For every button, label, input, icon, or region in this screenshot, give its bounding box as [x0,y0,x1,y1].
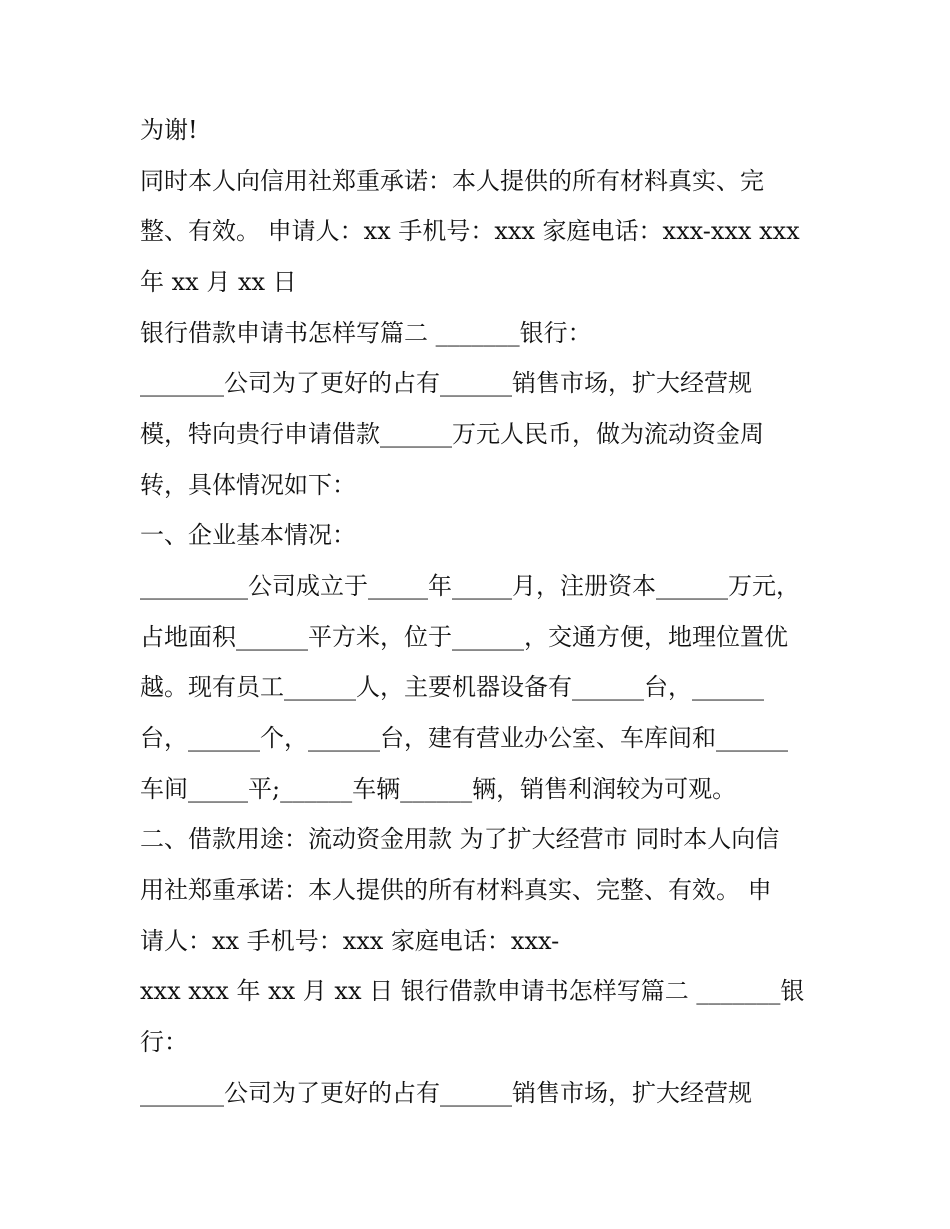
text-line-7: 模，特向贵行申请借款______万元人民币，做为流动资金周 [140,420,764,448]
text-line-11: 占地面积______平方米，位于______，交通方便，地理位置优 [140,623,788,651]
text-line-17: 请人：xx 手机号：xxx 家庭电话：xxx- [140,927,560,955]
section-heading-2: 二、借款用途：流动资金用款 为了扩大经营市 同时本人向信 [140,825,780,853]
text-line-19: 行： [140,1028,188,1056]
text-line-6: _______公司为了更好的占有______销售市场，扩大经营规 [140,369,752,397]
text-line-2: 同时本人向信用社郑重承诺：本人提供的所有材料真实、完 [140,167,764,195]
text-line-5: 银行借款申请书怎样写篇二 _______银行： [140,319,592,347]
text-line-3: 整、有效。 申请人：xx 手机号：xxx 家庭电话：xxx-xxx xxx [140,217,800,245]
text-line-14: 车间_____平;______车辆______辆，销售利润较为可观。 [140,775,737,803]
text-line-13: 台，______个，______台，建有营业办公室、车库间和______ [140,724,788,752]
text-line-16: 用社郑重承诺：本人提供的所有材料真实、完整、有效。 申 [140,876,772,904]
text-line-1: 为谢! [140,116,198,144]
section-heading-1: 一、企业基本情况： [140,521,356,549]
text-line-12: 越。现有员工______人，主要机器设备有______台，______ [140,673,764,701]
text-line-4: 年 xx 月 xx 日 [140,268,297,296]
text-line-10: _________公司成立于_____年_____月，注册资本______万元， [140,572,800,600]
text-line-18: xxx xxx 年 xx 月 xx 日 银行借款申请书怎样写篇二 _______银 [140,977,805,1005]
text-line-8: 转，具体情况如下： [140,471,356,499]
text-line-20: _______公司为了更好的占有______销售市场，扩大经营规 [140,1079,752,1107]
